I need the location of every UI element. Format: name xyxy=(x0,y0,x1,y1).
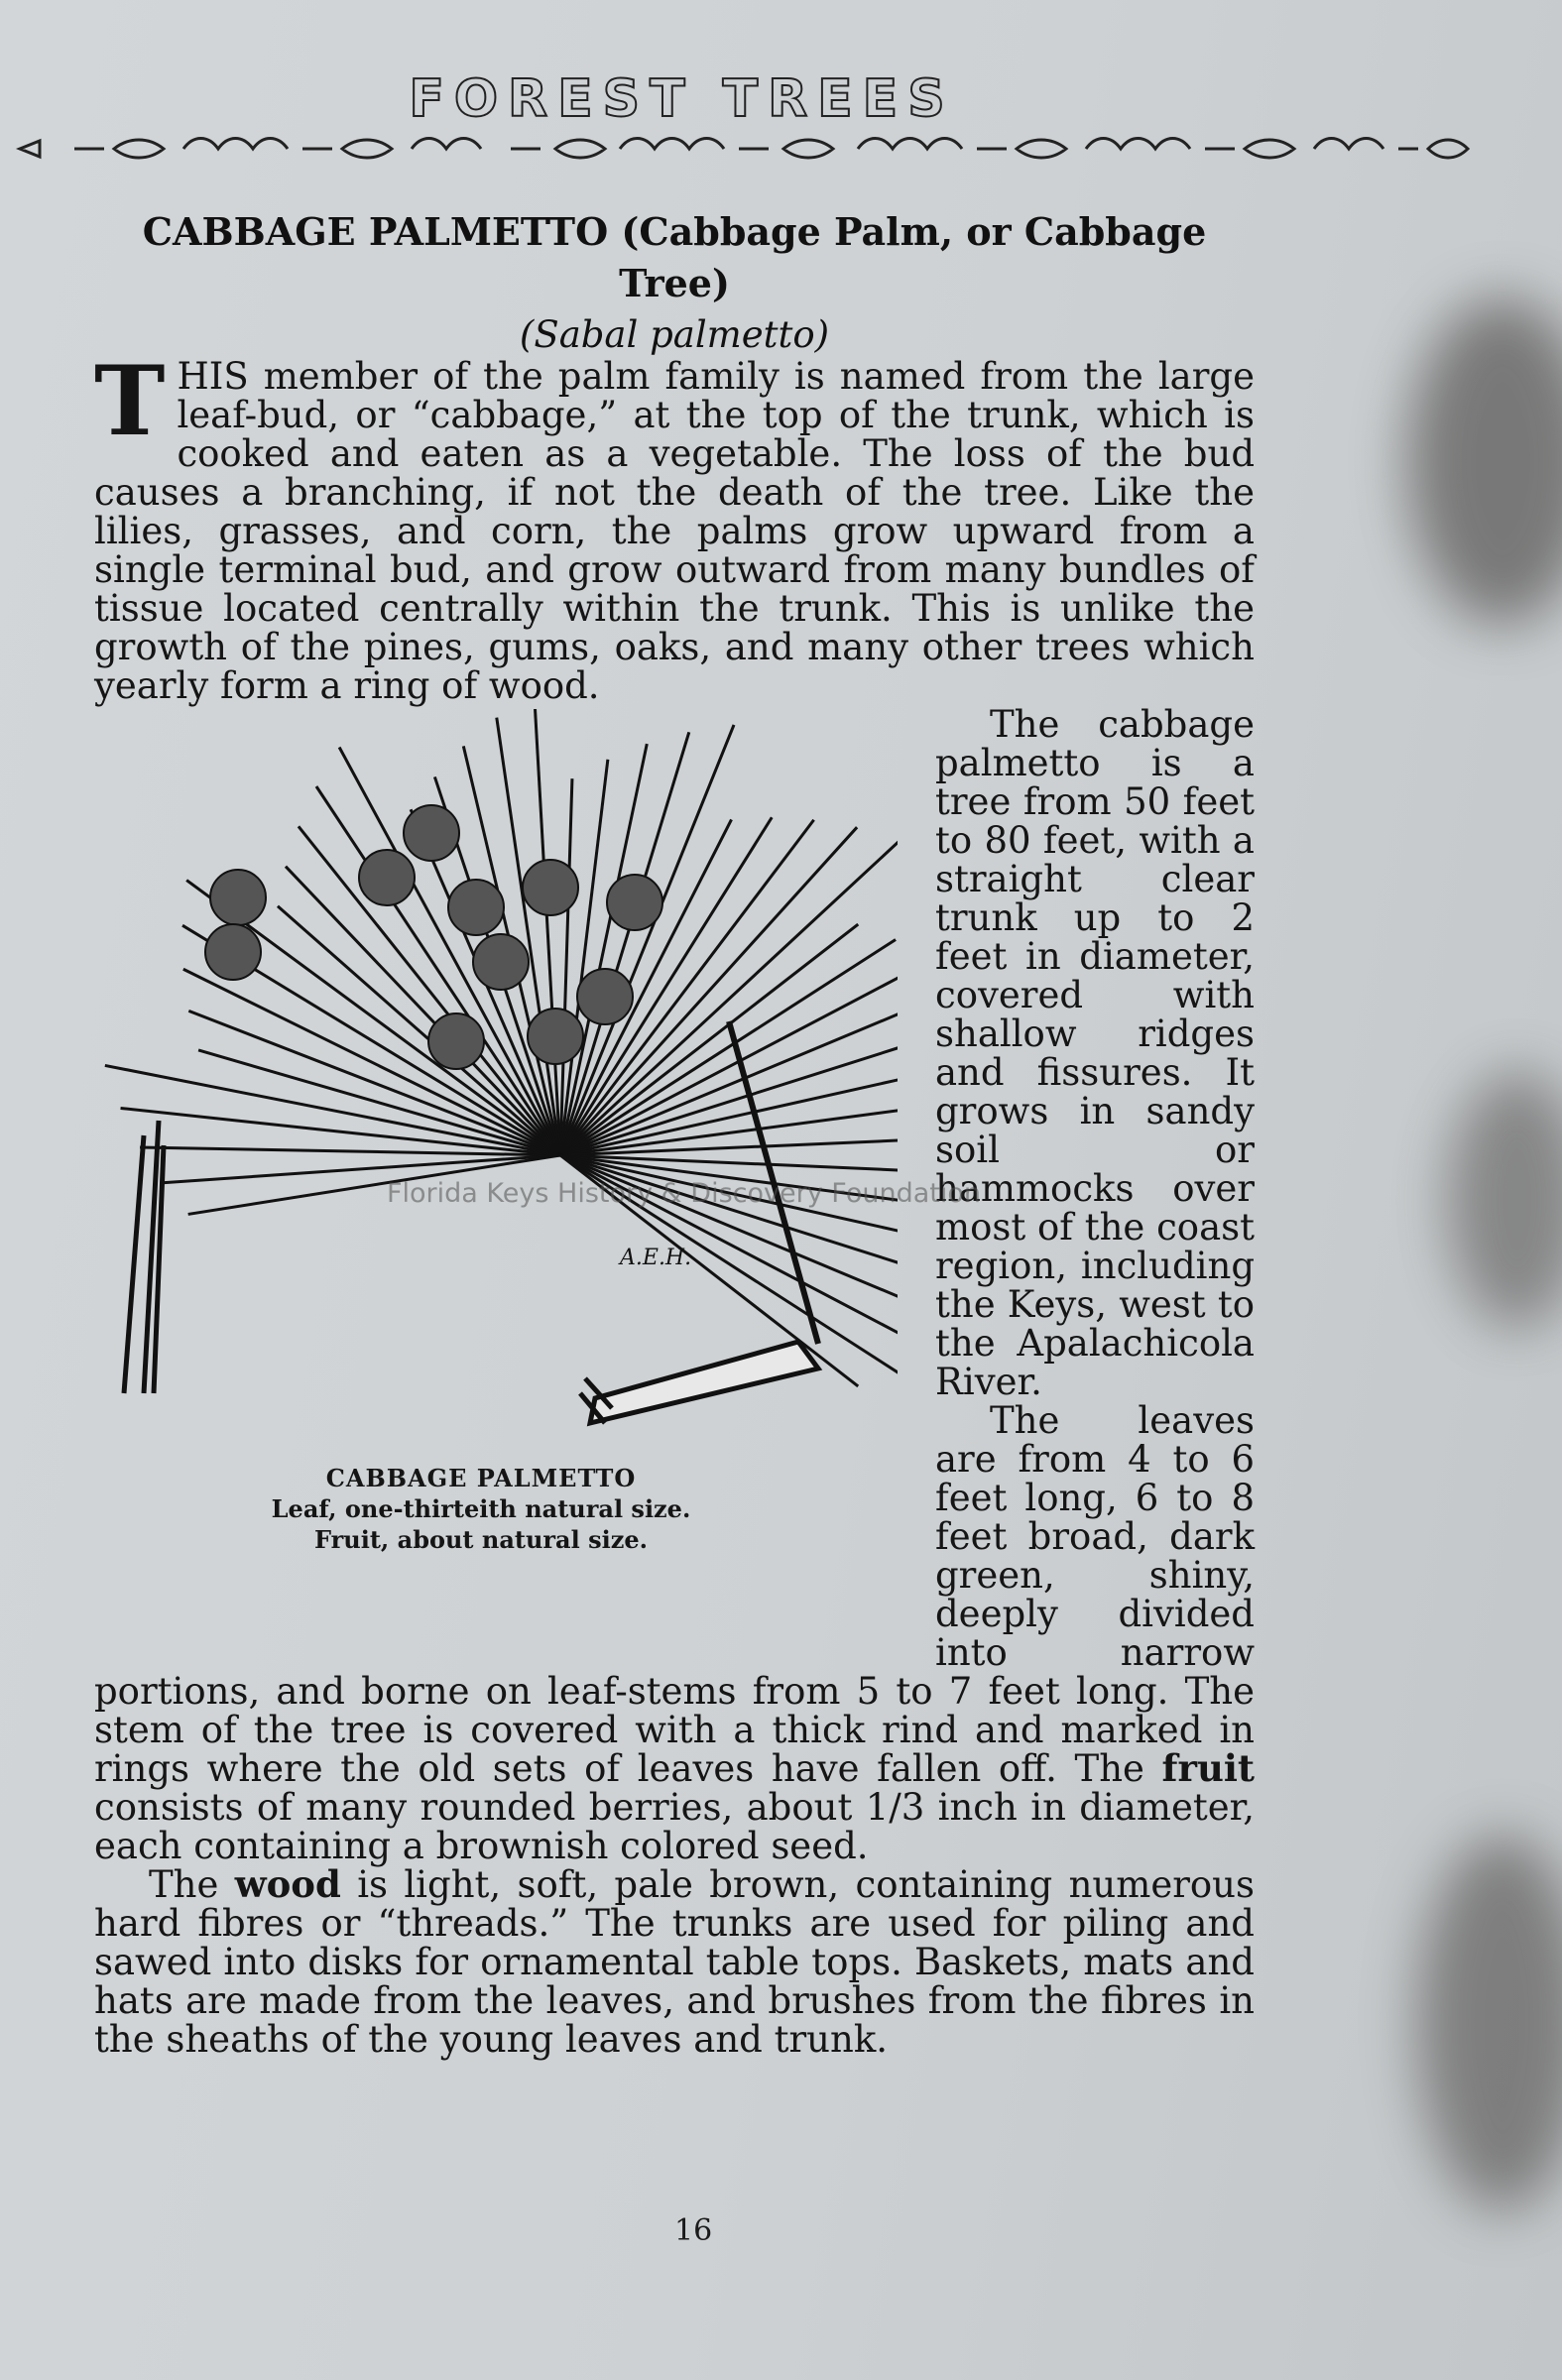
ornament-border xyxy=(15,129,1473,169)
berry-cluster xyxy=(210,870,266,925)
burn-stain xyxy=(1408,298,1562,625)
berry-cluster xyxy=(404,805,459,861)
palmetto-leaf-drawing xyxy=(84,709,898,1443)
paragraph-2: The cabbage palmetto is a tree from 50 feet to 80 feet, with a straight clear trunk up to 2 feet in diameter, covered with shallow ridges and fissures. It grows in sandy soil or hammocks over most of the coast region, including the Keys, west to the Apalachicola River. xyxy=(935,703,1255,1403)
paragraph-4-lead: The xyxy=(149,1863,219,1906)
berry-cluster xyxy=(448,880,504,935)
keyword-wood: wood xyxy=(234,1862,341,1906)
artist-initials: A.E.H. xyxy=(620,1246,692,1270)
berry-cluster xyxy=(523,860,578,915)
berry-cluster xyxy=(528,1009,583,1064)
running-header xyxy=(0,69,1562,129)
watermark: Florida Keys History & Discovery Foundation xyxy=(387,1178,981,1209)
berry-cluster xyxy=(607,875,662,930)
berry-cluster xyxy=(359,850,415,905)
header-title: FOREST TREES xyxy=(409,69,955,129)
paragraph-1-text: HIS member of the palm family is named from the large leaf-bud, or “cabbage,” at the top of the trunk, which is cooked and eaten as a vegetable. The loss of the bud causes a branching, if not the death of the tree. Like the lilies, grasses, and corn, the palms grow upward from a single terminal bud, and grow outward from many bundles of tissue located centrally within the trunk. This is unlike the growth of the pines, gums, oaks, and many other trees which yearly form a ring of wood. xyxy=(94,355,1255,707)
berry-cluster xyxy=(577,969,633,1024)
palmetto-illustration xyxy=(84,709,927,1641)
paragraph-3-main: The leaves are from 4 to 6 feet long, 6 to 8 feet broad, dark green, shiny, deeply divided into narrow portions, and borne on leaf-stems from 5 to 7 feet long. The stem of the tree is covered with a thick rind and marked in rings where the old sets of leaves have fallen off. xyxy=(94,1399,1255,1790)
scientific-name: (Sabal palmetto) xyxy=(519,313,830,356)
paragraph-3-tail: consists of many rounded berries, about 1/3 inch in diameter, each containing a brownish colored seed. xyxy=(94,1786,1255,1867)
paragraph-1 xyxy=(94,345,1255,707)
frond-segment xyxy=(560,1155,898,1276)
caption-fruit: Fruit, about natural size. xyxy=(314,1525,648,1554)
figure-caption xyxy=(84,1463,878,1555)
drop-cap: T xyxy=(94,345,166,457)
berry-cluster xyxy=(473,934,529,990)
frond-segment xyxy=(105,1065,560,1155)
common-name: CABBAGE PALMETTO (Cabbage Palm, or Cabbage Tree) xyxy=(142,209,1207,305)
burn-stain xyxy=(1448,1071,1562,1329)
burn-stain xyxy=(1418,1835,1562,2211)
article-title xyxy=(129,206,1220,361)
paragraph-3-lead: The xyxy=(1074,1747,1144,1790)
berry-cluster xyxy=(205,924,261,980)
page-number: 16 xyxy=(674,2213,713,2248)
paragraph-4-tail: is light, soft, pale brown, containing numerous hard fibres or “threads.” The trunks are used for piling and sawed into disks for ornamental table tops. Baskets, mats and hats are made from the leaves, and brushes from the fibres in the sheaths of the young leaves and trunk. xyxy=(94,1863,1256,2061)
keyword-fruit: fruit xyxy=(1161,1746,1256,1790)
berry-cluster xyxy=(428,1013,484,1069)
frond-segment xyxy=(286,867,560,1155)
paragraph-4 xyxy=(94,1862,1256,2061)
caption-leaf: Leaf, one-thirteith natural size. xyxy=(271,1494,691,1523)
caption-title: CABBAGE PALMETTO xyxy=(325,1464,637,1492)
